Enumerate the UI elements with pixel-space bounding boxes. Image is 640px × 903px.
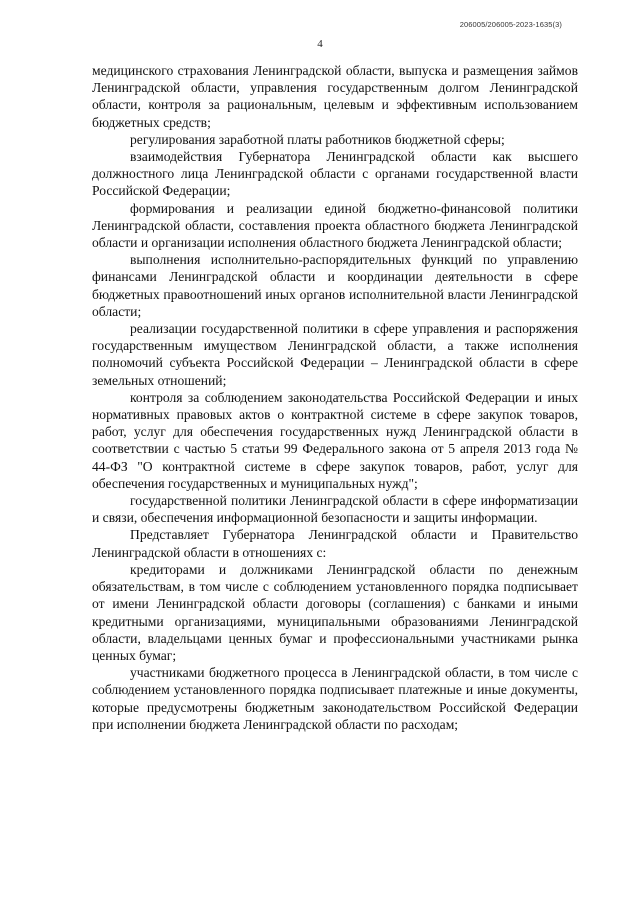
paragraph-creditors: кредиторами и должниками Ленинградской области по денежным обязательствам, в том числе с соблюдением установленного порядка подписывает от имени Ленинградской области договоры (соглашения) с банками и иными кредитными организациями, муниципальными образованиями Ленинградской области, владельцами ценных бумаг и профессиональными участниками рынка ценных бумаг; bbox=[92, 561, 578, 663]
paragraph-representation-intro: Представляет Губернатора Ленинградской области и Правительство Ленинградской области в отношениях с: bbox=[92, 527, 578, 560]
paragraph-governor-interaction: взаимодействия Губернатора Ленинградской области как высшего должностного лица Ленинградской области с органами государственной власти Российской Федерации; bbox=[92, 149, 578, 199]
page-number: 4 bbox=[317, 38, 323, 50]
paragraph-property-management: реализации государственной политики в сфере управления и распоряжения государственным имуществом Ленинградской области, а также исполнения полномочий субъекта Российской Федерации – Ленинградской области в сфере земельных отношений; bbox=[92, 321, 578, 388]
paragraph-budget-policy: формирования и реализации единой бюджетно-финансовой политики Ленинградской области, составления проекта областного бюджета Ленинградской области и организации исполнения областного бюджета Ленинградской области; bbox=[92, 200, 578, 251]
paragraph-continuation: медицинского страхования Ленинградской области, выпуска и размещения займов Ленинградской области, управления государственным долгом Ленинградской области, контроля за рациональным, целевым и эффективным использованием бюджетных средств; bbox=[92, 63, 578, 130]
document-body bbox=[92, 62, 578, 733]
paragraph-executive-functions: выполнения исполнительно-распорядительных функций по управлению финансами Ленинградской области и координации деятельности в сфере бюджетных правоотношений иных органов исполнительной власти Ленинградской области; bbox=[92, 252, 578, 319]
paragraph-procurement-control: контроля за соблюдением законодательства Российской Федерации и иных нормативных правовых актов о контрактной системе в сфере закупок товаров, работ, услуг для обеспечения государственных нужд Ленинградской области в соответствии с частью 5 статьи 99 Федерального закона от 5 апреля 2013 года № 44-ФЗ "О контрактной системе в сфере закупок товаров, работ, услуг для обеспечения государственных и муниципальных нужд"; bbox=[92, 389, 578, 491]
paragraph-budget-participants: участниками бюджетного процесса в Ленинградской области, в том числе с соблюдением установленного порядка подписывает платежные и иные документы, которые предусмотрены бюджетным законодательством Российской Федерации при исполнении бюджета Ленинградской области по расходам; bbox=[92, 665, 578, 732]
document-id: 206005/206005-2023-1635(3) bbox=[459, 20, 562, 29]
paragraph-salary-regulation: регулирования заработной платы работников бюджетной сферы; bbox=[130, 131, 505, 147]
paragraph-informatization: государственной политики Ленинградской области в сфере информатизации и связи, обеспечения информационной безопасности и защиты информации. bbox=[92, 493, 578, 526]
